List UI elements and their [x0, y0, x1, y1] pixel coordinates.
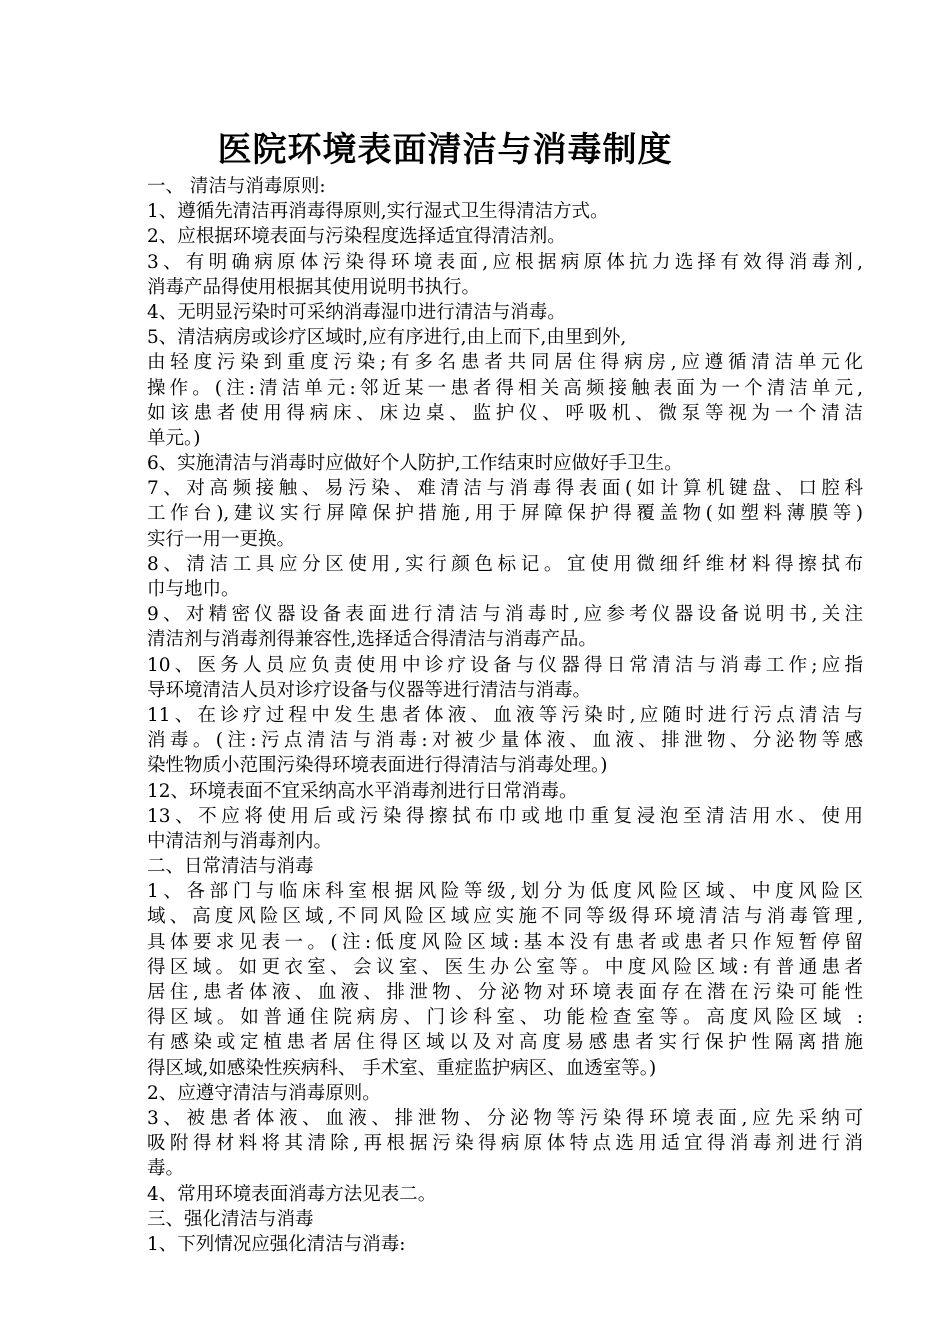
text-line: 有感染或定植患者居住得区域以及对高度易感患者实行保护性隔离措施	[147, 1032, 863, 1054]
text-line: 一、 清洁与消毒原则:	[147, 176, 326, 197]
text-line: 工作台),建议实行屏障保护措施,用于屏障保护得覆盖物(如塑料薄膜等)	[147, 503, 863, 525]
text-line: 2、应遵守清洁与消毒原则。	[147, 1082, 381, 1104]
text-line: 13、不应将使用后或污染得擦拭布巾或地巾重复浸泡至清洁用水、使用	[147, 805, 863, 827]
text-line: 4、无明显污染时可采纳消毒湿巾进行清洁与消毒。	[147, 301, 566, 323]
text-line: 单元。)	[147, 427, 201, 449]
text-line: 如该患者使用得病床、床边桌、监护仪、呼吸机、微泵等视为一个清洁	[147, 402, 863, 424]
document-title: 医院环境表面清洁与消毒制度	[217, 130, 673, 170]
text-line: 6、实施清洁与消毒时应做好个人防护,工作结束时应做好手卫生。	[147, 453, 683, 475]
text-line: 毒。	[147, 1158, 185, 1180]
text-line: 域、高度风险区域,不同风险区域应实施不同等级得环境清洁与消毒管理,	[147, 906, 863, 928]
text-line: 得区域。如更衣室、会议室、医生办公室等。中度风险区域:有普通患者	[147, 956, 863, 978]
text-line: 消毒。(注:污点清洁与消毒:对被少量体液、血液、排泄物、分泌物等感	[147, 730, 863, 752]
text-line: 3、被患者体液、血液、排泄物、分泌物等污染得环境表面,应先采纳可	[147, 1107, 863, 1129]
text-line: 巾与地巾。	[147, 579, 240, 600]
text-line: 二、日常清洁与消毒	[147, 856, 314, 878]
text-line: 操作。(注:清洁单元:邻近某一患者得相关高频接触表面为一个清洁单元,	[147, 377, 863, 399]
text-line: 1、下列情况应强化清洁与消毒:	[147, 1233, 406, 1255]
text-line: 得区域,如感染性疾病科、 手术室、重症监护病区、血透室等。)	[147, 1057, 657, 1079]
text-line: 5、清洁病房或诊疗区域时,应有序进行,由上而下,由里到外,	[147, 327, 627, 349]
text-line: 消毒产品得使用根据其使用说明书执行。	[147, 276, 481, 298]
text-line: 居住,患者体液、血液、排泄物、分泌物对环境表面存在潜在污染可能性	[147, 982, 863, 1003]
text-line: 1、各部门与临床科室根据风险等级,划分为低度风险区域、中度风险区	[147, 881, 863, 903]
text-line: 导环境清洁人员对诊疗设备与仪器等进行清洁与消毒。	[147, 679, 592, 701]
document-body	[147, 174, 863, 1257]
text-line: 得区域。如普通住院病房、门诊科室、功能检查室等。高度风险区域 :	[147, 1007, 863, 1029]
text-line: 吸附得材料将其清除,再根据污染得病原体特点选用适宜得消毒剂进行消	[147, 1133, 863, 1155]
text-line: 中清洁剂与消毒剂内。	[147, 830, 333, 852]
text-line: 4、常用环境表面消毒方法见表二。	[147, 1183, 437, 1205]
text-line: 三、强化清洁与消毒	[147, 1208, 314, 1230]
text-line: 12、环境表面不宜采纳高水平消毒剂进行日常消毒。	[147, 780, 578, 802]
text-line: 11、在诊疗过程中发生患者体液、血液等污染时,应随时进行污点清洁与	[147, 704, 863, 726]
text-line: 3、有明确病原体污染得环境表面,应根据病原体抗力选择有效得消毒剂,	[147, 251, 863, 273]
text-line: 8、清洁工具应分区使用,实行颜色标记。宜使用微细纤维材料得擦拭布	[147, 553, 863, 575]
text-line: 2、应根据环境表面与污染程度选择适宜得清洁剂。	[147, 226, 566, 248]
text-line: 9、对精密仪器设备表面进行清洁与消毒时,应参考仪器设备说明书,关注	[147, 604, 863, 626]
text-line: 实行一用一更换。	[147, 528, 296, 550]
text-line: 染性物质小范围污染得环境表面进行得清洁与消毒处理。)	[147, 755, 608, 777]
text-line: 清洁剂与消毒剂得兼容性,选择适合得清洁与消毒产品。	[147, 629, 597, 651]
text-line: 由轻度污染到重度污染;有多名患者共同居住得病房,应遵循清洁单元化	[147, 352, 863, 374]
text-line: 10、医务人员应负责使用中诊疗设备与仪器得日常清洁与消毒工作;应指	[147, 654, 863, 676]
text-line: 1、遵循先清洁再消毒得原则,实行湿式卫生得清洁方式。	[147, 201, 609, 223]
text-line: 7、对高频接触、易污染、难清洁与消毒得表面(如计算机键盘、口腔科	[147, 478, 863, 500]
text-line: 具体要求见表一。(注:低度风险区域:基本没有患者或患者只作短暂停留	[147, 931, 863, 953]
